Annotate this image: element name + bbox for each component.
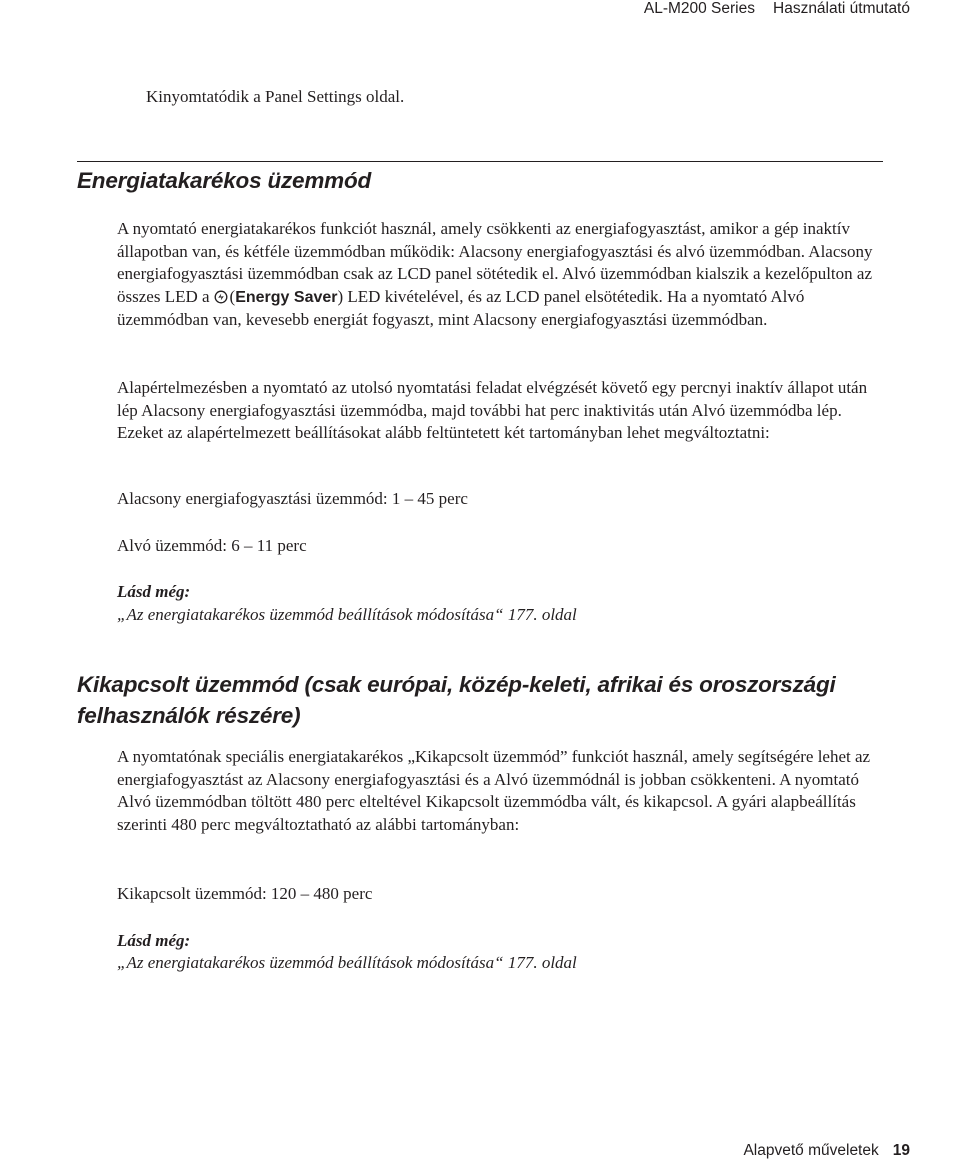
power-off-paragraph: A nyomtatónak speciális energiatakarékos „Kikapcsolt üzemmód” funkciót használ, amely segítségére lehet az energiafogyasztást az Alacsony energiafogyasztási és a Alvó üzemmódnál is jobban csökkenteni. A nyomtató Alvó üzemmódban töltött 480 perc elteltével Kikapcsolt üzemmódba vált, és kikapcsol. A gyári alapbeállítás szerinti 480 perc megváltoztatható az alábbi tartományban: — [117, 747, 871, 834]
running-header — [644, 0, 910, 18]
sleep-range: Alvó üzemmód: 6 – 11 perc — [117, 536, 307, 555]
header-doc-title: Használati útmutató — [773, 0, 910, 17]
energy-saver-paragraph-1: A nyomtató energiatakarékos funkciót használ, amely csökkenti az energiafogyasztást, amikor a gép inaktív állapotban van, és kétféle üzemmódban működik: Alacsony energiafogyasztási és alvó üzemmódban. Alacsony energiafogyasztási üzemmódban csak az LCD panel sötétedik el. Alvó üzemmódban kialszik a kezelőpulton az összes LED a (Energy Saver) LED kivételével, és az LCD panel elsötétedik. Ha a nyomtató Alvó üzemmódban van, kevesebb energiát fogyaszt, mint Alacsony energiafogyasztási üzemmódban. — [117, 219, 873, 329]
see-also-link[interactable]: „Az energiatakarékos üzemmód beállítások módosítása“ 177. oldal — [117, 605, 577, 624]
page-footer — [743, 1142, 910, 1160]
low-power-range: Alacsony energiafogyasztási üzemmód: 1 – 45 perc — [117, 489, 468, 508]
energy-saver-icon — [214, 290, 228, 304]
heading-energy-saver-mode: Energiatakarékos üzemmód — [77, 168, 372, 193]
heading-power-off-mode: Kikapcsolt üzemmód (csak európai, közép-keleti, afrikai és oroszországi felhasználók részére) — [77, 672, 836, 728]
intro-text: Kinyomtatódik a Panel Settings oldal. — [146, 87, 405, 106]
see-also-link[interactable]: „Az energiatakarékos üzemmód beállítások módosítása“ 177. oldal — [117, 953, 577, 972]
footer-section-name: Alapvető műveletek — [743, 1142, 879, 1159]
energy-saver-paragraph-2: Alapértelmezésben a nyomtató az utolsó nyomtatási feladat elvégzését követő egy percnyi inaktív állapot után lép Alacsony energiafogyasztási üzemmódba, majd további hat perc inaktivitás után Alvó üzemmódba lép. Ezeket az alapértelmezett beállításokat alább feltüntetett két tartományban lehet megváltoztatni: — [117, 378, 868, 442]
power-off-range: Kikapcsolt üzemmód: 120 – 480 perc — [117, 884, 373, 903]
section-divider — [77, 161, 883, 162]
p1-text-start: A nyomtató energiatakarékos funkciót használ, amely csökkenti az energiafogyasztást, amikor a gép inaktív állapotban van, és kétféle üzemmódban működik: Alacsony energiafogyasztási és alvó üzemmódban. Alacsony energiafogyasztási üzemmódban csak az LCD panel sötétedik el. Alvó üzemmódban kialszik a kezelőpulton az összes LED a — [117, 219, 873, 306]
page-number: 19 — [892, 1142, 910, 1159]
see-also-label: Lásd még: — [117, 582, 191, 601]
see-also-label: Lásd még: — [117, 931, 191, 950]
header-series: AL-M200 Series — [643, 0, 755, 17]
p1-text-end: LED kivételével, és az LCD panel elsötétedik. Ha a nyomtató Alvó üzemmódban van, kevesebb energiát fogyaszt, mint Alacsony energiafogyasztási üzemmódban. — [117, 286, 805, 329]
energy-saver-button-name: Energy Saver — [235, 288, 338, 306]
